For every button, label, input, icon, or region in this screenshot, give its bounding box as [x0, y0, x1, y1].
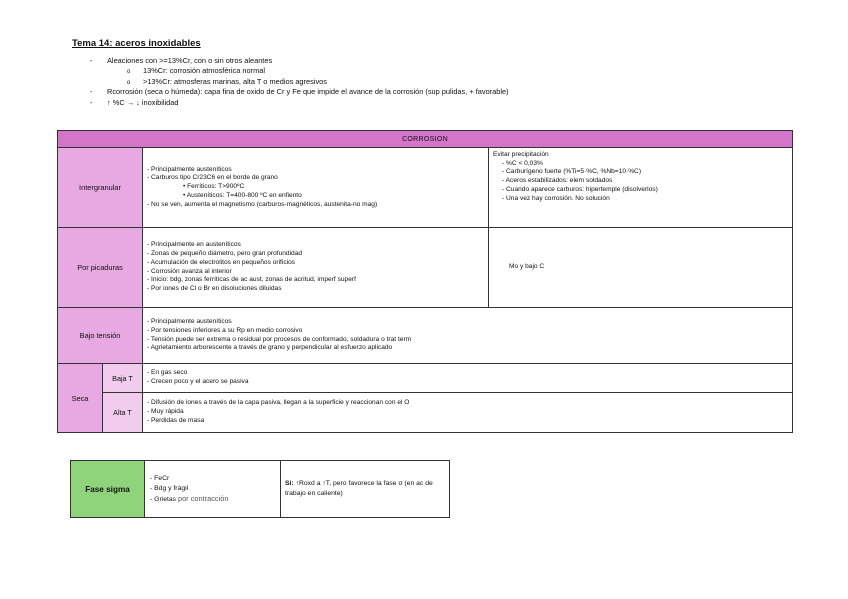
intro-line-rcorrosion: Rcorrosión (seca o húmeda): capa fina de oxido de Cr y Fe que impide el avance de la corrosión (sup pulidas, + favorable): [107, 87, 509, 97]
si-label: Si:: [285, 480, 294, 487]
text-line: - Crecen poco y el acero se pasiva: [147, 378, 249, 385]
bullet-marker: o: [127, 69, 131, 76]
picaduras-description: [143, 228, 489, 308]
row-label-alta-t: Alta T: [103, 393, 143, 433]
text-line: - Perdidas de masa: [147, 416, 205, 424]
text-line: - Principalmente austeníticos: [147, 165, 232, 173]
intergranular-description: [143, 148, 489, 228]
table-row-tension: [58, 308, 793, 364]
text-line: - Agrietamiento arborescente a través de grano y perpendicular al esfuerzo aplicado: [147, 344, 393, 352]
intro-line-aleaciones: Aleaciones con >=13%Cr, con o sin otros aleantes: [107, 56, 273, 65]
table-row-seca-baja: [58, 364, 793, 393]
text-line: - Acumulación de electrolitos en pequeños orificios: [147, 258, 296, 266]
row-label-baja-t: Baja T: [103, 364, 143, 393]
text-line: - Carburígeno fuerte (%Ti=5·%C, %Nb=10·%C): [502, 168, 642, 176]
row-label-intergranular: Intergranular: [58, 148, 143, 228]
text-line: - Aceros estabilizados: elem soldados: [502, 177, 613, 185]
text-line: [150, 494, 275, 505]
text-line: - No se ven, aumenta el magnetismo (carburos-magnéticos, austenita-no mag): [147, 200, 378, 208]
table-row-seca-alta: [58, 393, 793, 433]
intro-subline-13cr: 13%Cr: corrosión atmosférica normal: [143, 66, 265, 76]
sigma-properties: [145, 461, 281, 518]
text-line: - Inicio: bdg, zonas ferríticas de ac aust, zonas de acritud, imperf superf: [147, 276, 356, 284]
text-line: - FeCr: [150, 474, 170, 482]
baja-t-description: [143, 364, 793, 393]
text-line: - Difusión de iones a través de la capa pasiva, llegan a la superficie y reaccionan con el O: [147, 399, 410, 407]
text-segment: - Grietas: [150, 495, 178, 503]
text-line: - Muy rápida: [147, 408, 184, 416]
picaduras-prevention: Mo y bajo C: [489, 228, 793, 308]
row-label-picaduras: Por picaduras: [58, 228, 143, 308]
text-line: • Austeníticos: T=400-800 ºC en enfiento: [183, 191, 302, 199]
table-header: CORROSION: [58, 131, 793, 148]
text-line: - %C < 0,03%: [502, 159, 543, 167]
text-line: - Principalmente en austeníticos: [147, 241, 241, 249]
text-line: • Ferríticos: T>900ºC: [183, 183, 245, 191]
dash-marker: -: [90, 56, 93, 65]
text-line: - Tensión puede ser extrema o residual por procesos de conformado, soldadura o trat term: [147, 335, 412, 343]
text-line: Evitar precipitación: [493, 151, 549, 158]
page-title: Tema 14: aceros inoxidables: [72, 38, 201, 49]
text-line: - Bdg y frágil: [150, 484, 189, 492]
sigma-phase-table: [70, 460, 450, 518]
tension-description: [143, 308, 793, 364]
text-line: - Zonas de pequeño diámetro, pero gran profundidad: [147, 250, 303, 258]
corrosion-table: [57, 130, 793, 433]
text-line: - Corrosión avanza al interior: [147, 267, 232, 275]
intro-line-carbon: ↑ %C → ↓ inoxibilidad: [107, 97, 179, 107]
text-line: - Por tensiones inferiores a su Rp en medio corrosivo: [147, 326, 303, 334]
text-line: - En gas seco: [147, 369, 188, 377]
text-line: - Carburos tipo Cr23C6 en el borde de grano: [147, 174, 278, 182]
bullet-marker: o: [127, 79, 131, 86]
intro-subline-gt13cr: >13%Cr: atmosferas marinas, alta T o medios agresivos: [143, 76, 327, 86]
sigma-label: Fase sigma: [71, 461, 145, 518]
row-label-tension: Bajo tensión: [58, 308, 143, 364]
sigma-note: [281, 461, 450, 518]
text-line: - Una vez hay corrosión. No solución: [502, 194, 610, 202]
row-label-seca: Seca: [58, 364, 103, 433]
text-line: - Principalmente austeníticos: [147, 318, 232, 326]
dash-marker: -: [90, 97, 93, 107]
alta-t-description: [143, 393, 793, 433]
dash-marker: -: [90, 87, 93, 97]
text-line: - Cuando aparece carburos: hipertemple (disolverlos): [502, 185, 658, 193]
sigma-note-text: ↑Roxd a ↑T, pero favorece la fase σ (en ac de trabajo en caliente): [285, 480, 433, 497]
table-row-picaduras: [58, 228, 793, 308]
table-row-intergranular: [58, 148, 793, 228]
intergranular-prevention: [489, 148, 793, 228]
text-line: - Por iones de Cl o Br en disoluciones diluidas: [147, 284, 282, 292]
text-segment: por contracción: [177, 493, 229, 503]
